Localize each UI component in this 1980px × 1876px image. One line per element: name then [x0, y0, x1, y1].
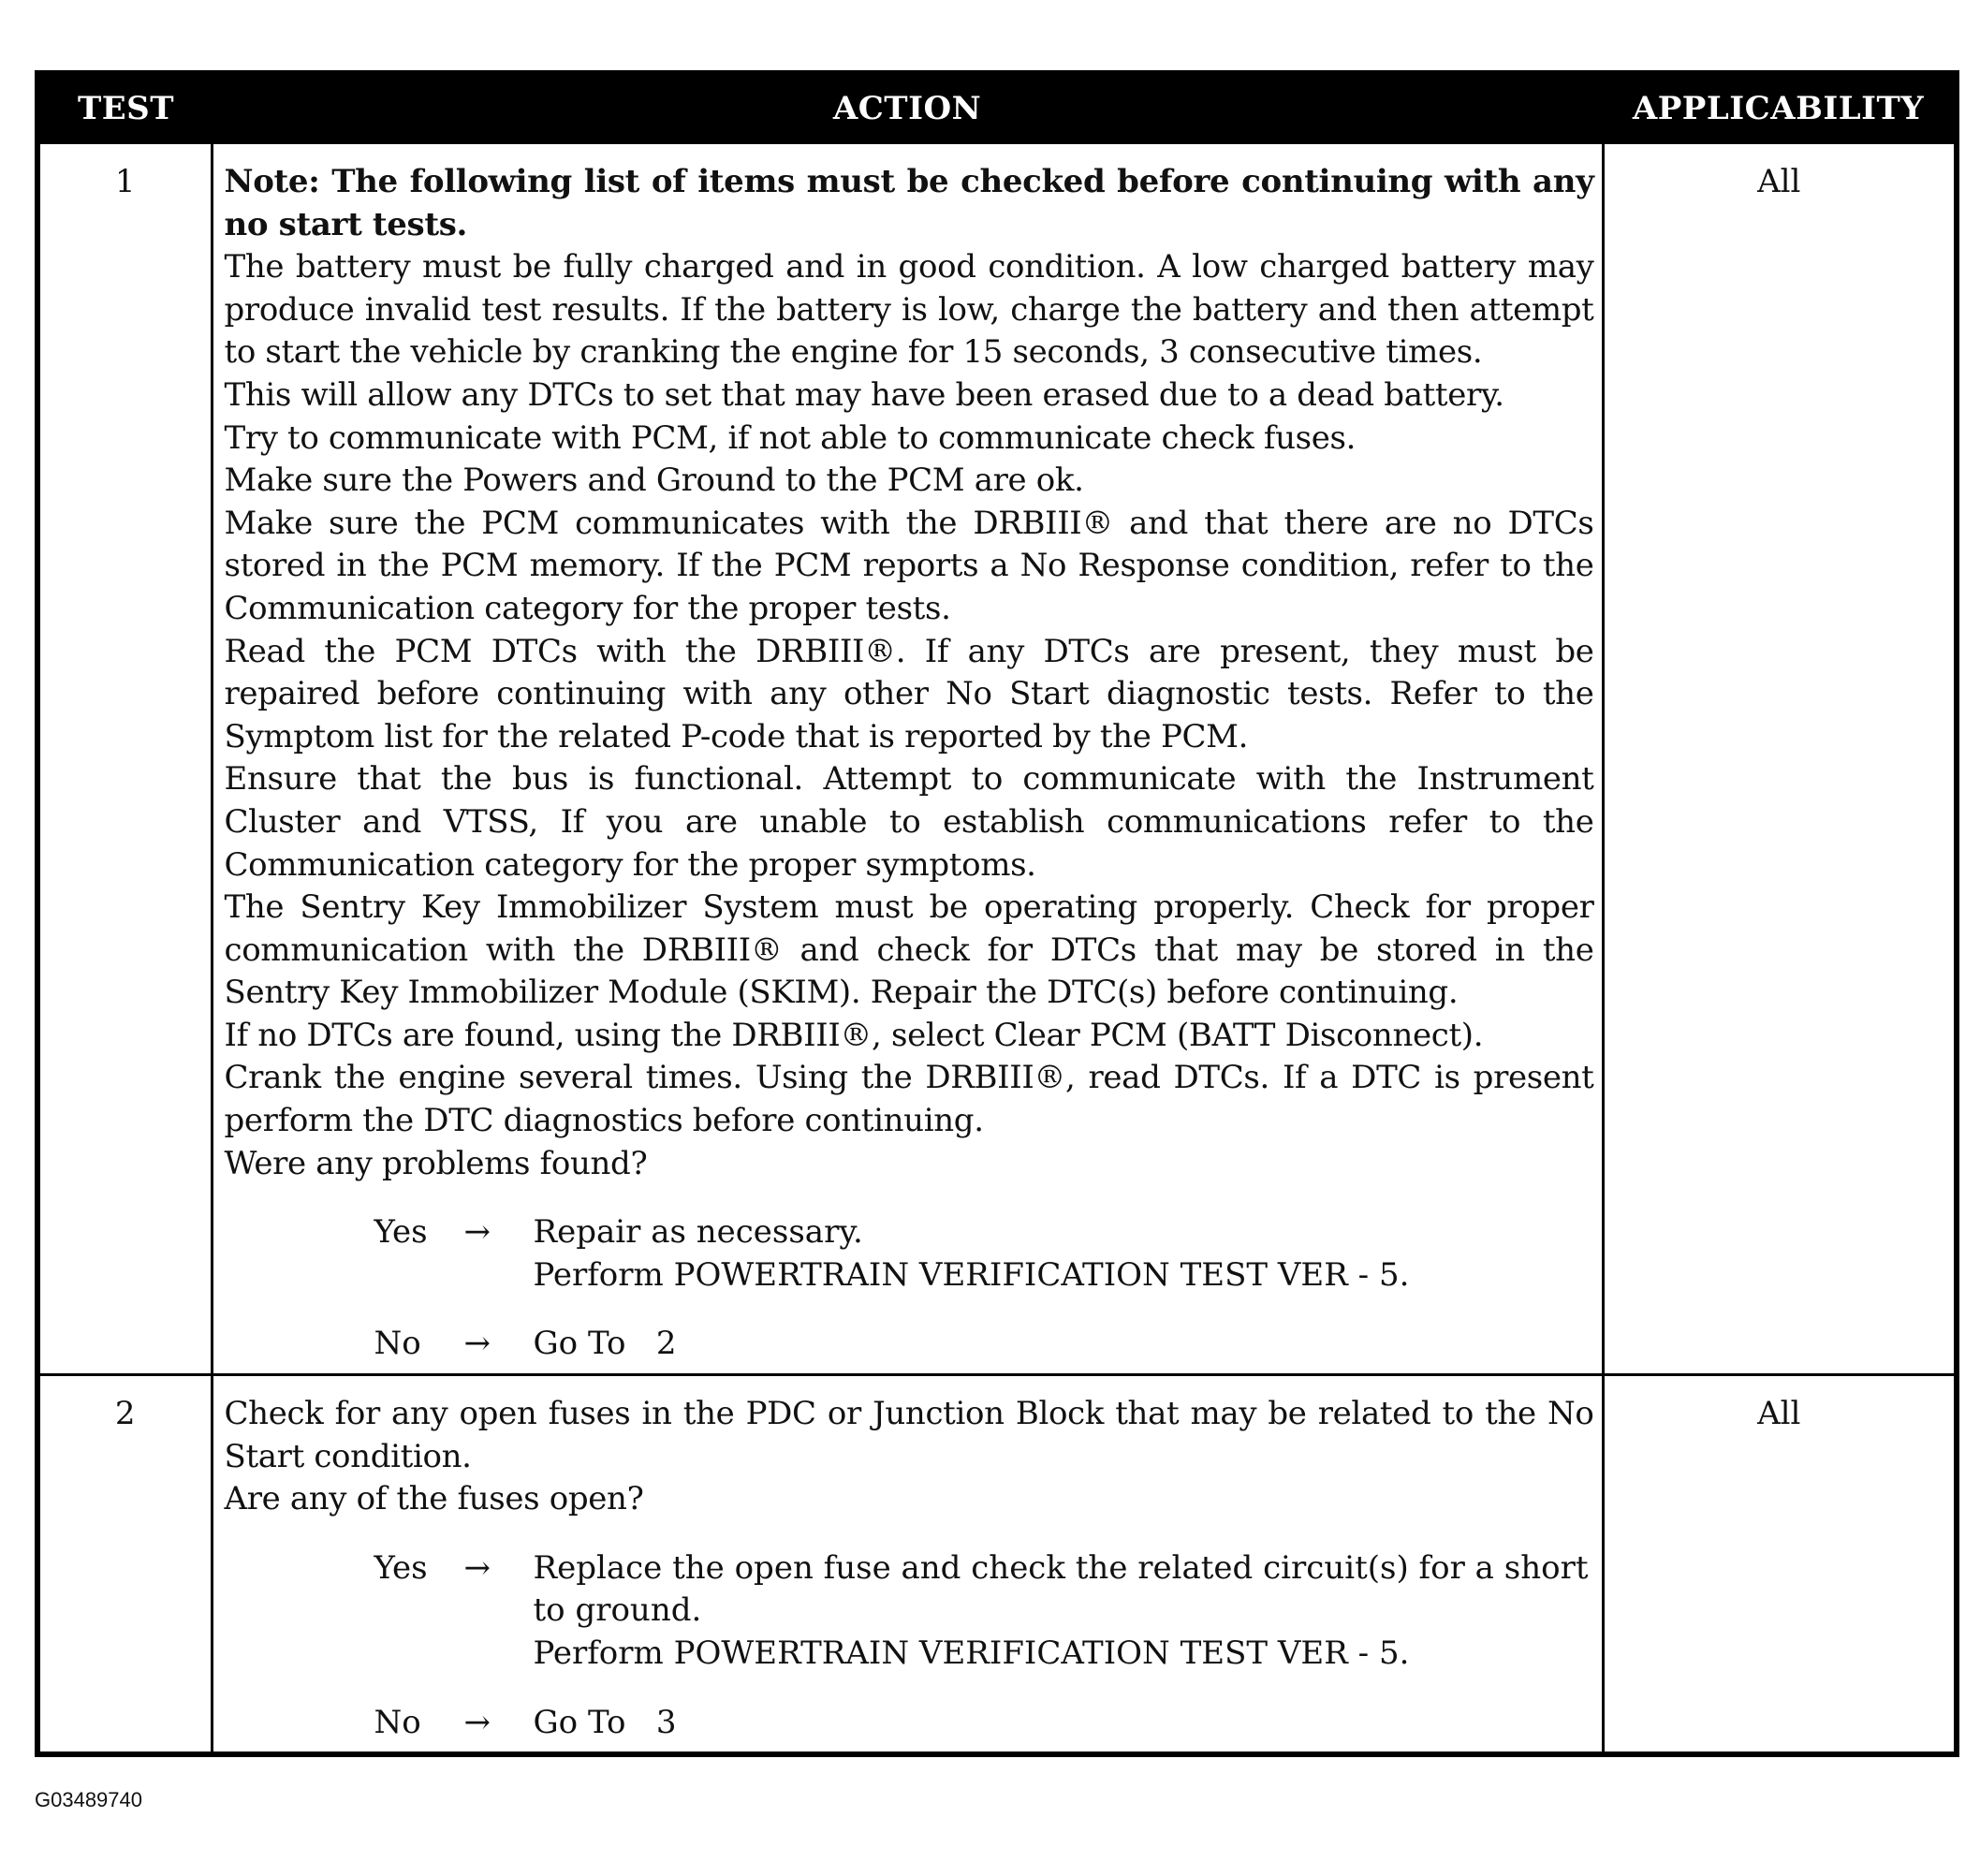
question-text: Were any problems found? [224, 1144, 648, 1182]
no-label: No [374, 1703, 421, 1741]
table-row [37, 1375, 1957, 1755]
no-outcome: Go To 2 [533, 1325, 677, 1363]
table-header-row [37, 73, 1957, 143]
yes-label: Yes [374, 1213, 428, 1252]
yes-outcome [534, 1211, 1594, 1297]
question-text: Are any of the fuses open? [224, 1480, 644, 1518]
arrow-icon: → [463, 1325, 491, 1363]
action-cell [212, 1375, 1603, 1755]
arrow-icon: → [463, 1548, 491, 1587]
diagnostic-test-table [35, 70, 1959, 1757]
action-paragraph: The Sentry Key Immobilizer System must be operating properly. Check for proper communication with the DRBIII® and check for DTCs that may be stored in the Sentry Key Immobilizer Module (SKIM). Repair the DTC(s) before continuing. [224, 888, 1594, 1012]
note-text: Note: The following list of items must be checked before continuing with any no start tests. [224, 163, 1594, 243]
action-paragraph: Check for any open fuses in the PDC or Junction Block that may be related to the No Start condition. [224, 1395, 1594, 1475]
action-paragraph: Make sure the Powers and Ground to the PCM are ok. [224, 462, 1084, 500]
action-cell [212, 143, 1603, 1375]
test-number: 1 [37, 143, 212, 1375]
header-action: ACTION [212, 73, 1603, 143]
yes-label: Yes [374, 1548, 428, 1587]
action-paragraph: Ensure that the bus is functional. Attempt to communicate with the Instrument Cluster and VTSS, If you are unable to establish communications refer to the Communication category for the proper symptoms. [224, 760, 1594, 884]
applicability-value: All [1603, 143, 1957, 1375]
action-paragraph: This will allow any DTCs to set that may have been erased due to a dead battery. [224, 375, 1504, 414]
yes-outcome-line: Perform POWERTRAIN VERIFICATION TEST VER - 5. [533, 1255, 1410, 1294]
action-paragraph: The battery must be fully charged and in good condition. A low charged battery may produce invalid test results. If the battery is low, charge the battery and then attempt to start the vehicle by cranking the engine for 15 seconds, 3 consecutive times. [224, 248, 1594, 372]
test-number: 2 [37, 1375, 212, 1755]
yes-outcome-line: Replace the open fuse and check the related circuit(s) for a short to ground. [533, 1548, 1589, 1630]
yes-outcome-line: Perform POWERTRAIN VERIFICATION TEST VER - 5. [533, 1634, 1410, 1672]
yes-outcome-line: Repair as necessary. [533, 1213, 863, 1252]
table-row [37, 143, 1957, 1375]
header-applicability: APPLICABILITY [1603, 73, 1957, 143]
action-paragraph: If no DTCs are found, using the DRBIII®, select Clear PCM (BATT Disconnect). [224, 1016, 1484, 1054]
figure-id: G03489740 [35, 1788, 142, 1811]
answer-block [374, 1211, 1594, 1366]
yes-outcome [534, 1547, 1594, 1676]
no-outcome: Go To 3 [533, 1703, 677, 1741]
arrow-icon: → [463, 1213, 491, 1252]
action-paragraph: Try to communicate with PCM, if not able to communicate check fuses. [224, 418, 1357, 457]
action-paragraph: Read the PCM DTCs with the DRBIII®. If any DTCs are present, they must be repaired before continuing with any other No Start diagnostic tests. Refer to the Symptom list for the related P-code that is reported by the PCM. [224, 632, 1594, 755]
answer-block [374, 1547, 1594, 1744]
action-paragraph: Crank the engine several times. Using the DRBIII®, read DTCs. If a DTC is present perform the DTC diagnostics before continuing. [224, 1059, 1594, 1140]
arrow-icon: → [463, 1703, 491, 1741]
applicability-value: All [1603, 1375, 1957, 1755]
action-paragraph: Make sure the PCM communicates with the DRBIII® and that there are no DTCs stored in the PCM memory. If the PCM reports a No Response condition, refer to the Communication category for the proper tests. [224, 504, 1594, 627]
header-test: TEST [37, 73, 212, 143]
no-label: No [374, 1325, 421, 1363]
